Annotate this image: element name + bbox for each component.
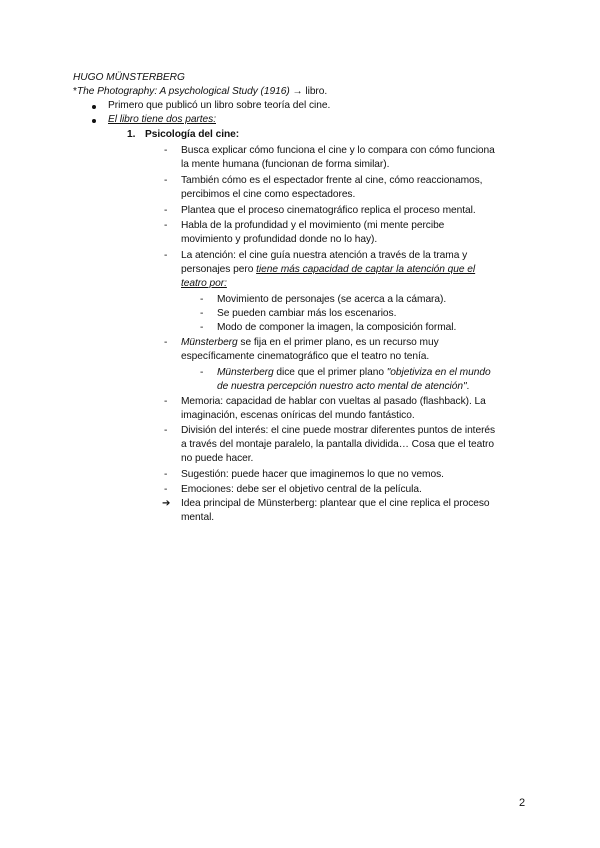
- list-item-line: También cómo es el espectador frente al cine, cómo reaccionamos,: [181, 175, 483, 186]
- dash-icon: -: [164, 250, 168, 261]
- book-line: [73, 85, 327, 99]
- sub-item: Movimiento de personajes (se acerca a la cámara).: [217, 294, 447, 305]
- dash-icon: -: [200, 322, 204, 333]
- arrow-icon: →: [292, 86, 303, 97]
- page-number: 2: [519, 797, 526, 809]
- list-item-line: la mente humana (funcionan de forma similar).: [181, 159, 390, 170]
- author-name: Münsterberg: [217, 367, 274, 378]
- list-item-line: Memoria: capacidad de hablar con vueltas al pasado (flashback). La: [181, 396, 486, 407]
- conclusion-line: mental.: [181, 512, 215, 523]
- sub-item-text: dice que el primer plano: [273, 367, 387, 378]
- list-item-line: Busca explicar cómo funciona el cine y lo compara con cómo funciona: [181, 145, 495, 156]
- list-item-text: personajes pero: [181, 264, 257, 275]
- list-item-line: Emociones: debe ser el objetivo central de la película.: [181, 484, 422, 495]
- quote-text: de nuestra percepción nuestro acto mental de atención": [217, 381, 467, 392]
- dash-icon: -: [164, 469, 168, 480]
- conclusion-line: Idea principal de Münsterberg: plantear que el cine replica el proceso: [181, 498, 490, 509]
- list-item-line: específicamente cinematográfico que el teatro no tenía.: [181, 351, 430, 362]
- list-item-line: Plantea que el proceso cinematográfico replica el proceso mental.: [181, 205, 476, 216]
- list-item-line: La atención: el cine guía nuestra atención a través de la trama y: [181, 250, 468, 261]
- bullet-item: El libro tiene dos partes:: [108, 114, 216, 125]
- book-title: The Photography: A psychological Study (1916): [76, 86, 290, 97]
- dash-icon: -: [164, 175, 168, 186]
- arrow-right-icon: ➔: [162, 498, 171, 509]
- sub-item-text: .: [466, 381, 470, 392]
- dash-icon: -: [200, 308, 204, 319]
- author-heading: HUGO MÜNSTERBERG: [73, 72, 185, 83]
- sub-item: [217, 366, 491, 380]
- list-item-line: imaginación, escenas oníricas del mundo fantástico.: [181, 410, 415, 421]
- bullet-icon: [92, 119, 96, 123]
- sub-item: [217, 380, 469, 394]
- dash-icon: -: [164, 205, 168, 216]
- bullet-icon: [92, 105, 96, 109]
- list-item-line: Sugestión: puede hacer que imaginemos lo que no vemos.: [181, 469, 444, 480]
- sub-item: Se pueden cambiar más los escenarios.: [217, 308, 397, 319]
- dash-icon: -: [164, 220, 168, 231]
- book-prefix: *: [73, 86, 77, 97]
- dash-icon: -: [164, 145, 168, 156]
- dash-icon: -: [164, 425, 168, 436]
- dash-icon: -: [200, 294, 204, 305]
- list-item-line: percibimos el cine como espectadores.: [181, 189, 356, 200]
- section-title: Psicología del cine:: [145, 129, 240, 140]
- quote-text: "objetiviza en el mundo: [386, 367, 491, 378]
- dash-icon: -: [164, 396, 168, 407]
- dash-icon: -: [200, 367, 204, 378]
- list-item-line: División del interés: el cine puede mostrar diferentes puntos de interés: [181, 425, 496, 436]
- bullet-item: Primero que publicó un libro sobre teoría del cine.: [108, 100, 331, 111]
- list-item-line: movimiento y profundidad donde no lo hay).: [181, 234, 378, 245]
- list-item-line: a través del montaje paralelo, la pantalla dividida… Cosa que el teatro: [181, 439, 495, 450]
- section-number: 1.: [127, 129, 136, 140]
- list-item-line: [181, 336, 439, 350]
- list-item-line: Habla de la profundidad y el movimiento (mi mente percibe: [181, 220, 445, 231]
- dash-icon: -: [164, 484, 168, 495]
- author-name: Münsterberg: [181, 337, 238, 348]
- book-suffix: libro.: [305, 86, 328, 97]
- dash-icon: -: [164, 337, 168, 348]
- sub-item: Modo de componer la imagen, la composición formal.: [217, 322, 457, 333]
- list-item-text: se fija en el primer plano, es un recurso muy: [237, 337, 439, 348]
- emphasis-text: tiene más capacidad de captar la atención que el: [256, 264, 476, 275]
- list-item-line: no puede hacer.: [181, 453, 254, 464]
- emphasis-text: teatro por:: [181, 278, 227, 289]
- list-item-line: [181, 263, 475, 277]
